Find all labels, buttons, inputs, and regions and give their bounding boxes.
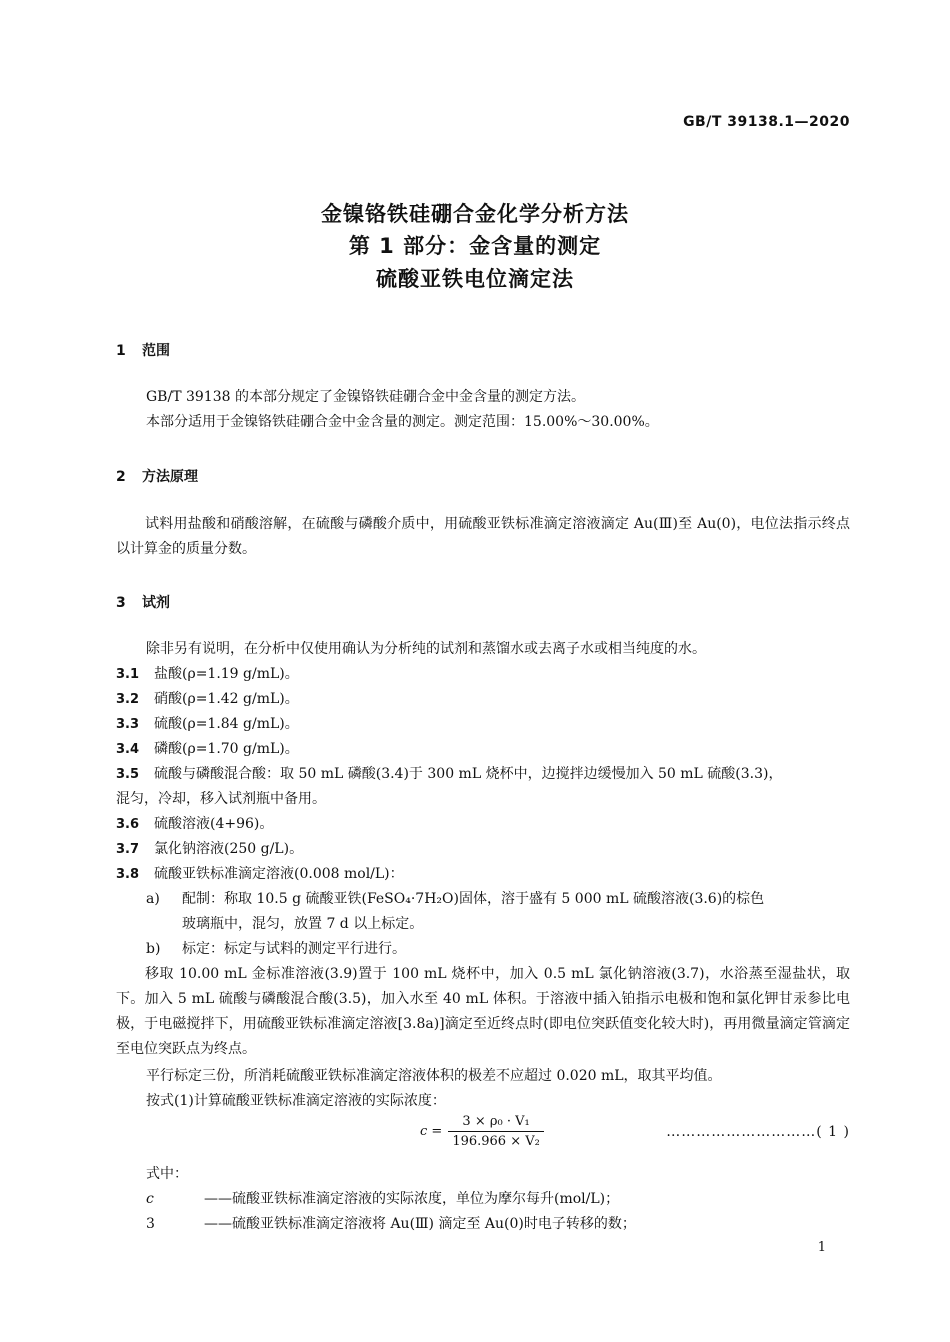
reagent-text: 硫酸溶液(4+96)。	[154, 816, 274, 832]
equation-number: …………………………( 1 )	[666, 1124, 850, 1140]
reagent-item	[116, 762, 783, 787]
reagent-number: 3.5	[116, 767, 140, 782]
where-label: 式中：	[146, 1166, 188, 1182]
reagent-item-continuation: 混匀，冷却，移入试剂瓶中备用。	[116, 791, 326, 807]
section-heading-reagents	[116, 592, 170, 612]
sub-item-label: a)	[146, 891, 160, 907]
reagent-item	[116, 737, 299, 762]
where-description: ——硫酸亚铁标准滴定溶液的实际浓度，单位为摩尔每升(mol/L)；	[204, 1191, 620, 1207]
section-title: 范围	[142, 343, 170, 359]
reagent-item	[116, 712, 299, 737]
reagent-text: 硝酸(ρ=1.42 g/mL)。	[154, 691, 299, 707]
where-row	[146, 1187, 619, 1212]
where-symbol: c	[146, 1191, 154, 1207]
formula-denominator: 196.966 × V₂	[452, 1134, 540, 1149]
sub-item-text: 标定：标定与试料的测定平行进行。	[182, 941, 406, 957]
reagent-text: 硫酸亚铁标准滴定溶液(0.008 mol/L)：	[154, 866, 404, 882]
reagent-item	[116, 662, 299, 687]
title-line-1: 金镍铬铁硅硼合金化学分析方法	[321, 202, 629, 226]
where-symbol: 3	[146, 1216, 155, 1232]
reagent-text: 硫酸与磷酸混合酸：取 50 mL 磷酸(3.4)于 300 mL 烧杯中，边搅拌边缓慢加入 50 mL 硫酸(3.3)，	[154, 766, 783, 782]
reagent-number: 3.8	[116, 867, 140, 882]
reagent-text: 盐酸(ρ=1.19 g/mL)。	[154, 666, 299, 682]
section-heading-principle	[116, 466, 198, 486]
reagent-number: 3.2	[116, 692, 140, 707]
parallel-paragraph: 平行标定三份，所消耗硫酸亚铁标准滴定溶液体积的极差不应超过 0.020 mL，取其平均值。	[146, 1068, 722, 1084]
reagent-number: 3.3	[116, 717, 140, 732]
section-number: 2	[116, 469, 126, 485]
section-title: 方法原理	[142, 469, 198, 485]
sub-item-b	[146, 937, 850, 962]
page-number: 1	[817, 1240, 826, 1255]
section-number: 3	[116, 595, 126, 611]
reagent-text: 硫酸(ρ=1.84 g/mL)。	[154, 716, 299, 732]
reagent-item	[116, 687, 299, 712]
reagent-item	[116, 862, 404, 887]
formula	[420, 1114, 544, 1149]
section-number: 1	[116, 343, 126, 359]
scope-paragraph-1: GB/T 39138 的本部分规定了金镍铬铁硅硼合金中金含量的测定方法。	[146, 389, 585, 405]
reagent-text: 氯化钠溶液(250 g/L)。	[154, 841, 304, 857]
calibration-paragraph: 移取 10.00 mL 金标准溶液(3.9)置于 100 mL 烧杯中，加入 0.5 mL 氯化钠溶液(3.7)，水浴蒸至湿盐状，取下。加入 5 mL 硫酸与磷酸混合酸(3.5)，加入水至 40 mL 体积。于溶液中插入铂指示电极和饱和氯化钾甘汞参比电极，于电磁搅拌下，用硫酸亚铁标准滴定溶液[3.8a)]滴定至近终点时(即电位突跃值变化较大时)，再用微量滴定管滴定至电位突跃点为终点。	[116, 966, 850, 1057]
reagent-number: 3.4	[116, 742, 140, 757]
formula-numerator: 3 × ρ₀ · V₁	[448, 1114, 544, 1132]
scope-paragraph-2: 本部分适用于金镍铬铁硅硼合金中金含量的测定。测定范围：15.00%～30.00%。	[146, 414, 659, 430]
reagent-number: 3.1	[116, 667, 140, 682]
section-title: 试剂	[142, 595, 170, 611]
sub-item-label: b)	[146, 941, 161, 957]
section-heading-scope	[116, 340, 170, 360]
where-description: ——硫酸亚铁标准滴定溶液将 Au(Ⅲ) 滴定至 Au(0)时电子转移的数；	[204, 1216, 636, 1232]
formula-fraction	[448, 1114, 544, 1149]
title-line-2: 第 1 部分：金含量的测定	[348, 234, 602, 258]
sub-item-a	[146, 887, 850, 937]
reagent-item	[116, 812, 273, 837]
principle-paragraph: 试料用盐酸和硝酸溶解，在硫酸与磷酸介质中，用硫酸亚铁标准滴定溶液滴定 Au(Ⅲ)至 Au(0)，电位法指示终点以计算金的质量分数。	[116, 516, 850, 557]
reagent-text: 磷酸(ρ=1.70 g/mL)。	[154, 741, 299, 757]
sub-item-continuation: 玻璃瓶中，混匀，放置 7 d 以上标定。	[182, 916, 424, 932]
standard-number: GB/T 39138.1—2020	[683, 114, 850, 130]
reagent-item	[116, 837, 303, 862]
reagent-number: 3.7	[116, 842, 140, 857]
reagents-intro: 除非另有说明，在分析中仅使用确认为分析纯的试剂和蒸馏水或去离子水或相当纯度的水。	[146, 641, 706, 657]
formula-intro: 按式(1)计算硫酸亚铁标准滴定溶液的实际浓度：	[146, 1093, 446, 1109]
sub-item-text: 配制：称取 10.5 g 硫酸亚铁(FeSO₄·7H₂O)固体，溶于盛有 5 000 mL 硫酸溶液(3.6)的棕色	[182, 891, 765, 907]
where-row	[146, 1212, 636, 1237]
formula-lhs: c =	[420, 1124, 443, 1139]
reagent-number: 3.6	[116, 817, 140, 832]
title-line-3: 硫酸亚铁电位滴定法	[376, 267, 574, 291]
